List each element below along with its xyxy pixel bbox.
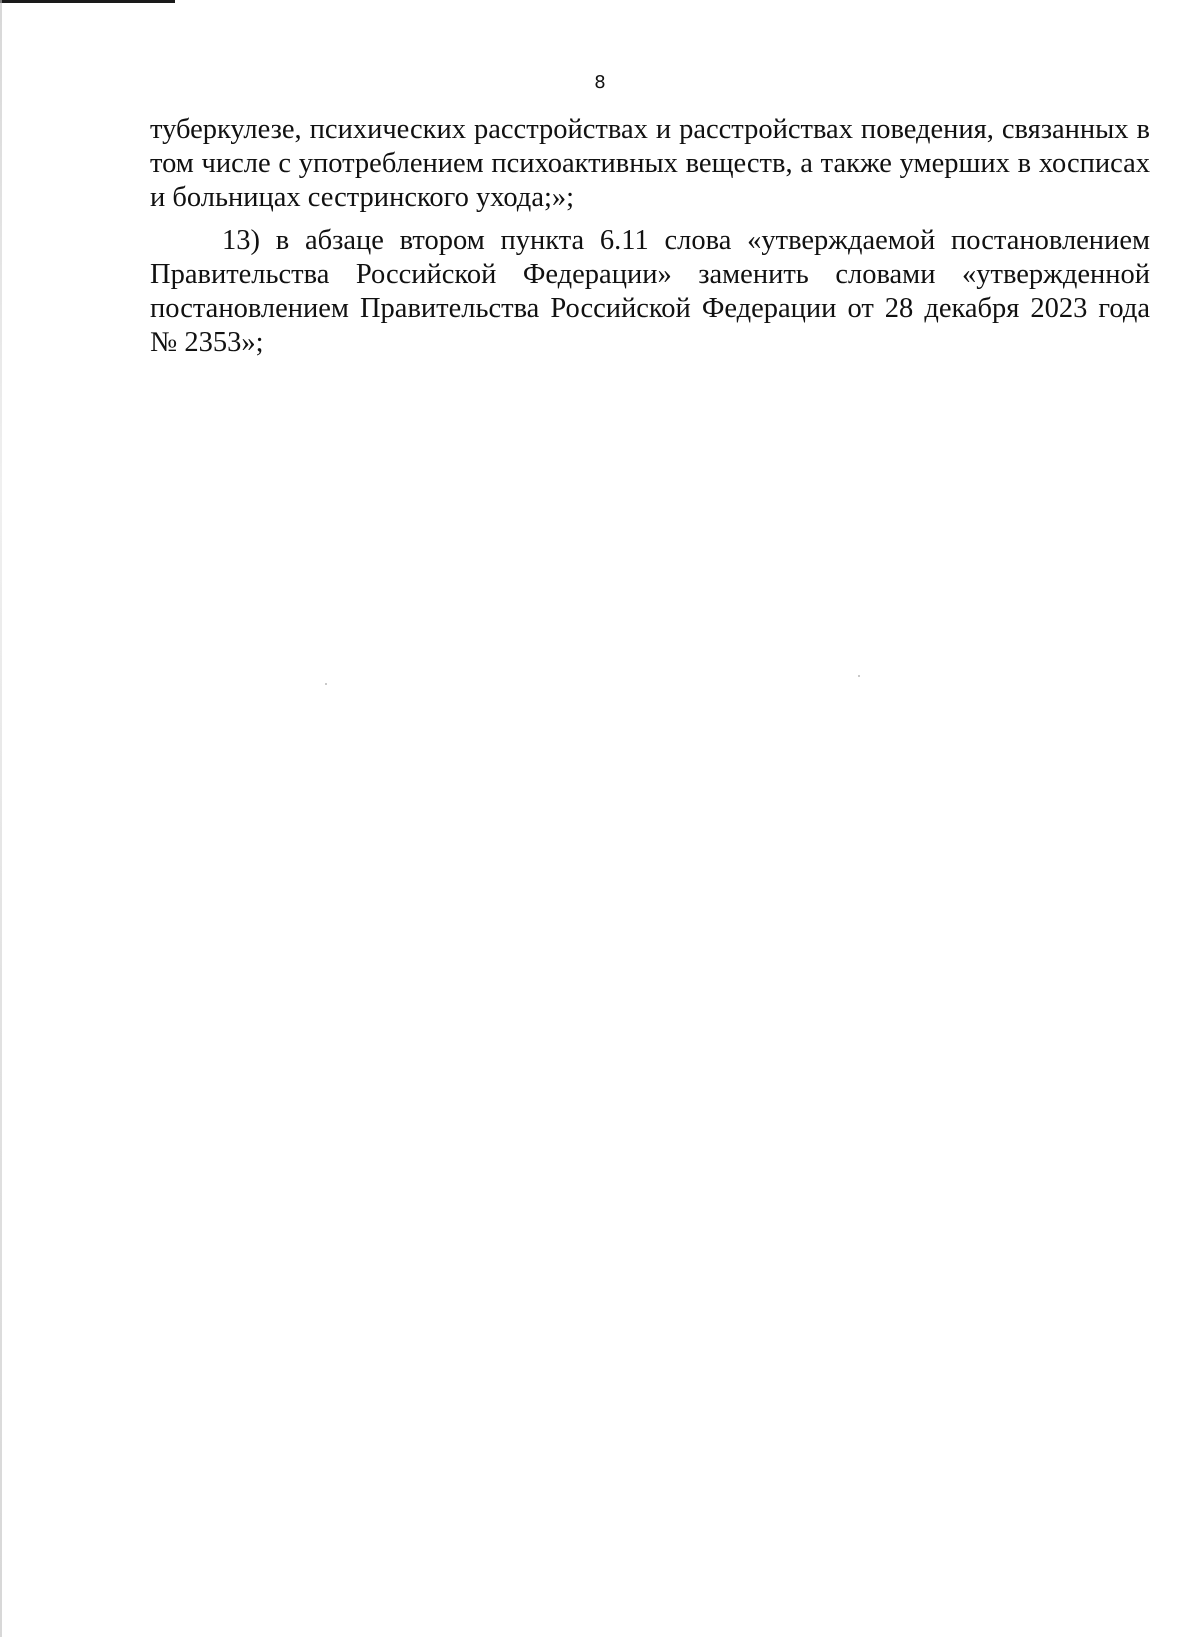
scan-speck	[858, 675, 860, 677]
document-body	[150, 113, 1150, 360]
paragraph-item-13: 13) в абзаце втором пункта 6.11 слова «утверждаемой постановлением Правительства Российской Федерации» заменить словами «утвержденной постановлением Правительства Российской Федерации от 28 декабря 2023 года № 2353»;	[150, 224, 1150, 359]
scan-speck	[325, 683, 327, 685]
paragraph-continuation: туберкулезе, психических расстройствах и расстройствах поведения, связанных в том числе с употреблением психоактивных веществ, а также умерших в хосписах и больницах сестринского ухода;»;	[150, 114, 1150, 214]
scan-edge-left	[0, 0, 2, 1637]
page-number: 8	[594, 72, 606, 93]
scan-edge-mark	[0, 0, 175, 3]
